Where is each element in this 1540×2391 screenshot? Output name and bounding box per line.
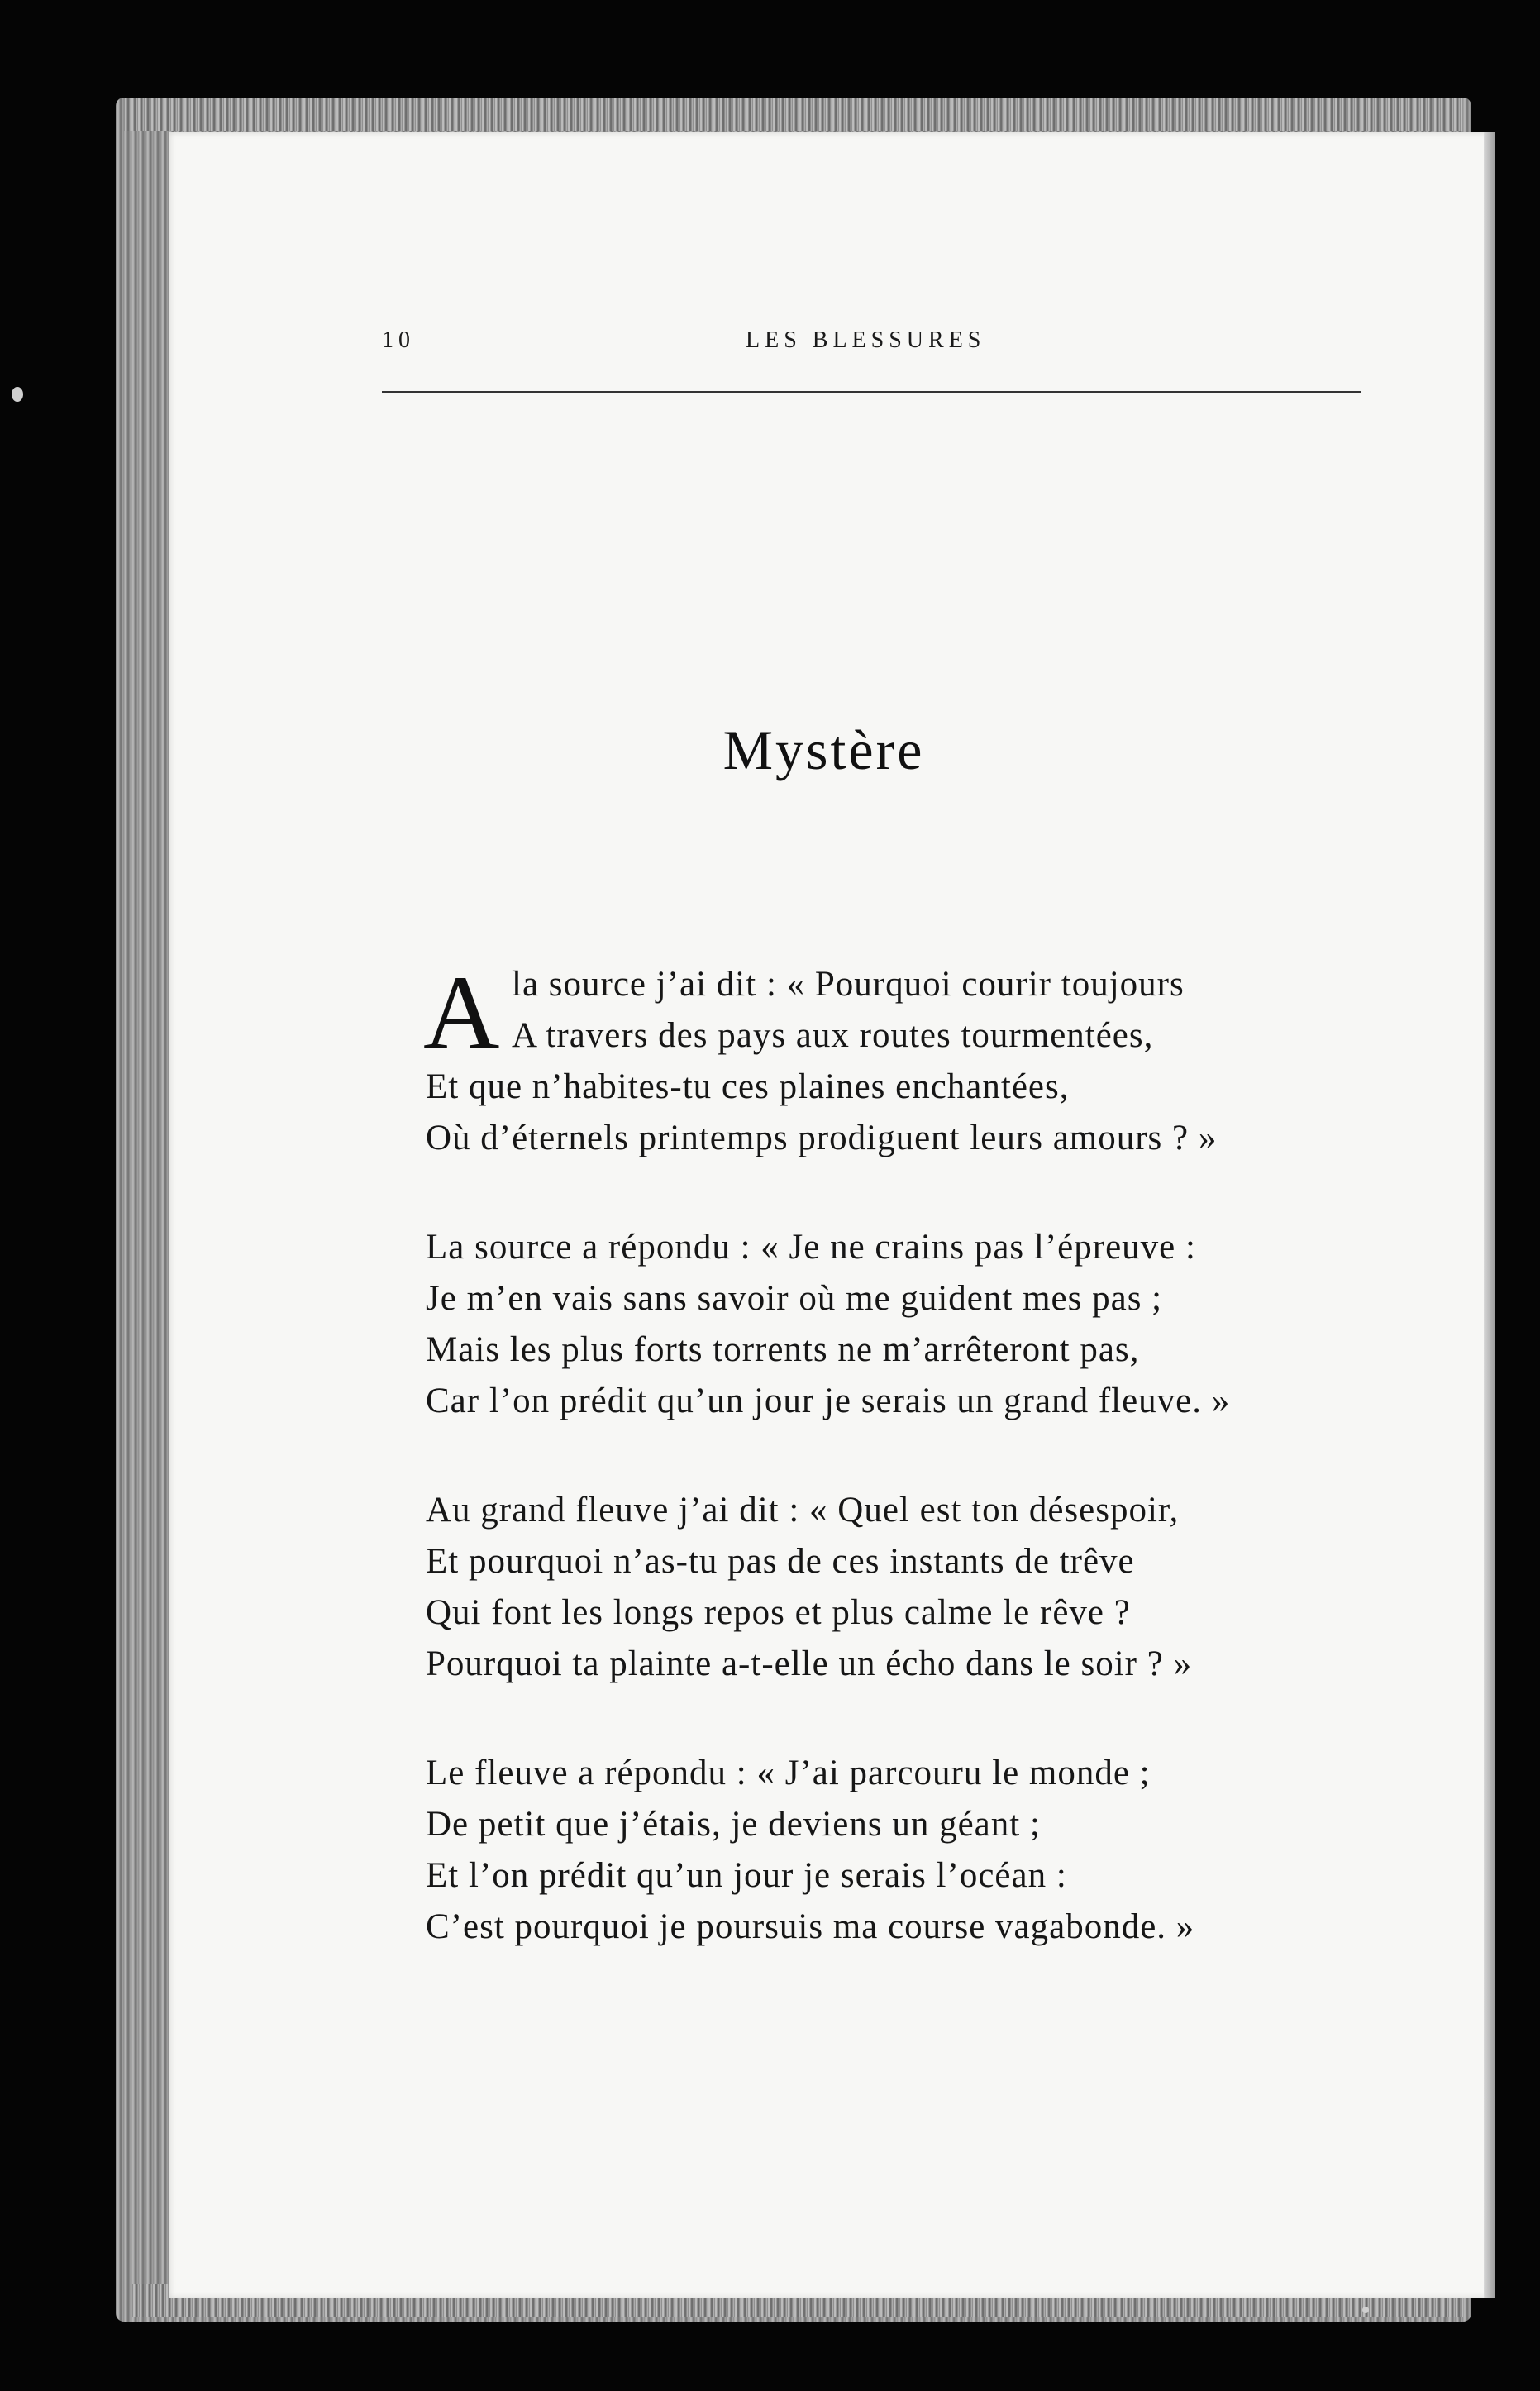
drop-cap: A: [423, 954, 501, 1071]
poem-title: Mystère: [722, 718, 925, 781]
stanza-2: [426, 1222, 1418, 1427]
poem-line: Le fleuve a répondu : « J’ai parcouru le monde ;: [426, 1754, 1151, 1792]
poem-line: La source a répondu : « Je ne crains pas l’épreuve :: [426, 1228, 1196, 1267]
poem-line: Qui font les longs repos et plus calme le rêve ?: [426, 1593, 1131, 1632]
page-right-edge: [1484, 132, 1495, 2298]
poem-line: Je m’en vais sans savoir où me guident mes pas ;: [426, 1279, 1163, 1318]
header-rule: [382, 391, 1361, 393]
poem-line: Et pourquoi n’as-tu pas de ces instants de trêve: [426, 1542, 1135, 1581]
scan-speck: [1362, 2307, 1369, 2313]
running-head: [382, 327, 1361, 360]
poem-line: Mais les plus forts torrents ne m’arrêteront pas,: [426, 1330, 1140, 1369]
poem-line: Et que n’habites-tu ces plaines enchantées,: [426, 1067, 1070, 1106]
stanza-1: [423, 954, 1418, 1164]
poem-line: C’est pourquoi je poursuis ma course vagabonde. »: [426, 1907, 1195, 1946]
running-title: LES BLESSURES: [746, 327, 986, 353]
stanza-3: [426, 1485, 1418, 1690]
page-number: 10: [382, 327, 415, 353]
poem-line: Pourquoi ta plainte a-t-elle un écho dans le soir ? »: [426, 1644, 1193, 1683]
poem-line: Et l’on prédit qu’un jour je serais l’océan :: [426, 1856, 1067, 1895]
poem-line: la source j’ai dit : « Pourquoi courir toujours: [512, 965, 1185, 1004]
scan-speck: [12, 387, 23, 402]
poem-line: Car l’on prédit qu’un jour je serais un grand fleuve. »: [426, 1382, 1231, 1420]
poem-line: Où d’éternels printemps prodiguent leurs amours ? »: [426, 1119, 1218, 1157]
poem-line: A travers des pays aux routes tourmentées,: [512, 1016, 1154, 1055]
poem-line: De petit que j’étais, je deviens un géant ;: [426, 1805, 1041, 1844]
poem-line: Au grand fleuve j’ai dit : « Quel est ton désespoir,: [426, 1491, 1180, 1530]
poem-body: [423, 954, 1418, 2011]
book-cover-top-edge: [124, 98, 1463, 131]
stanza-4: [426, 1748, 1418, 1953]
